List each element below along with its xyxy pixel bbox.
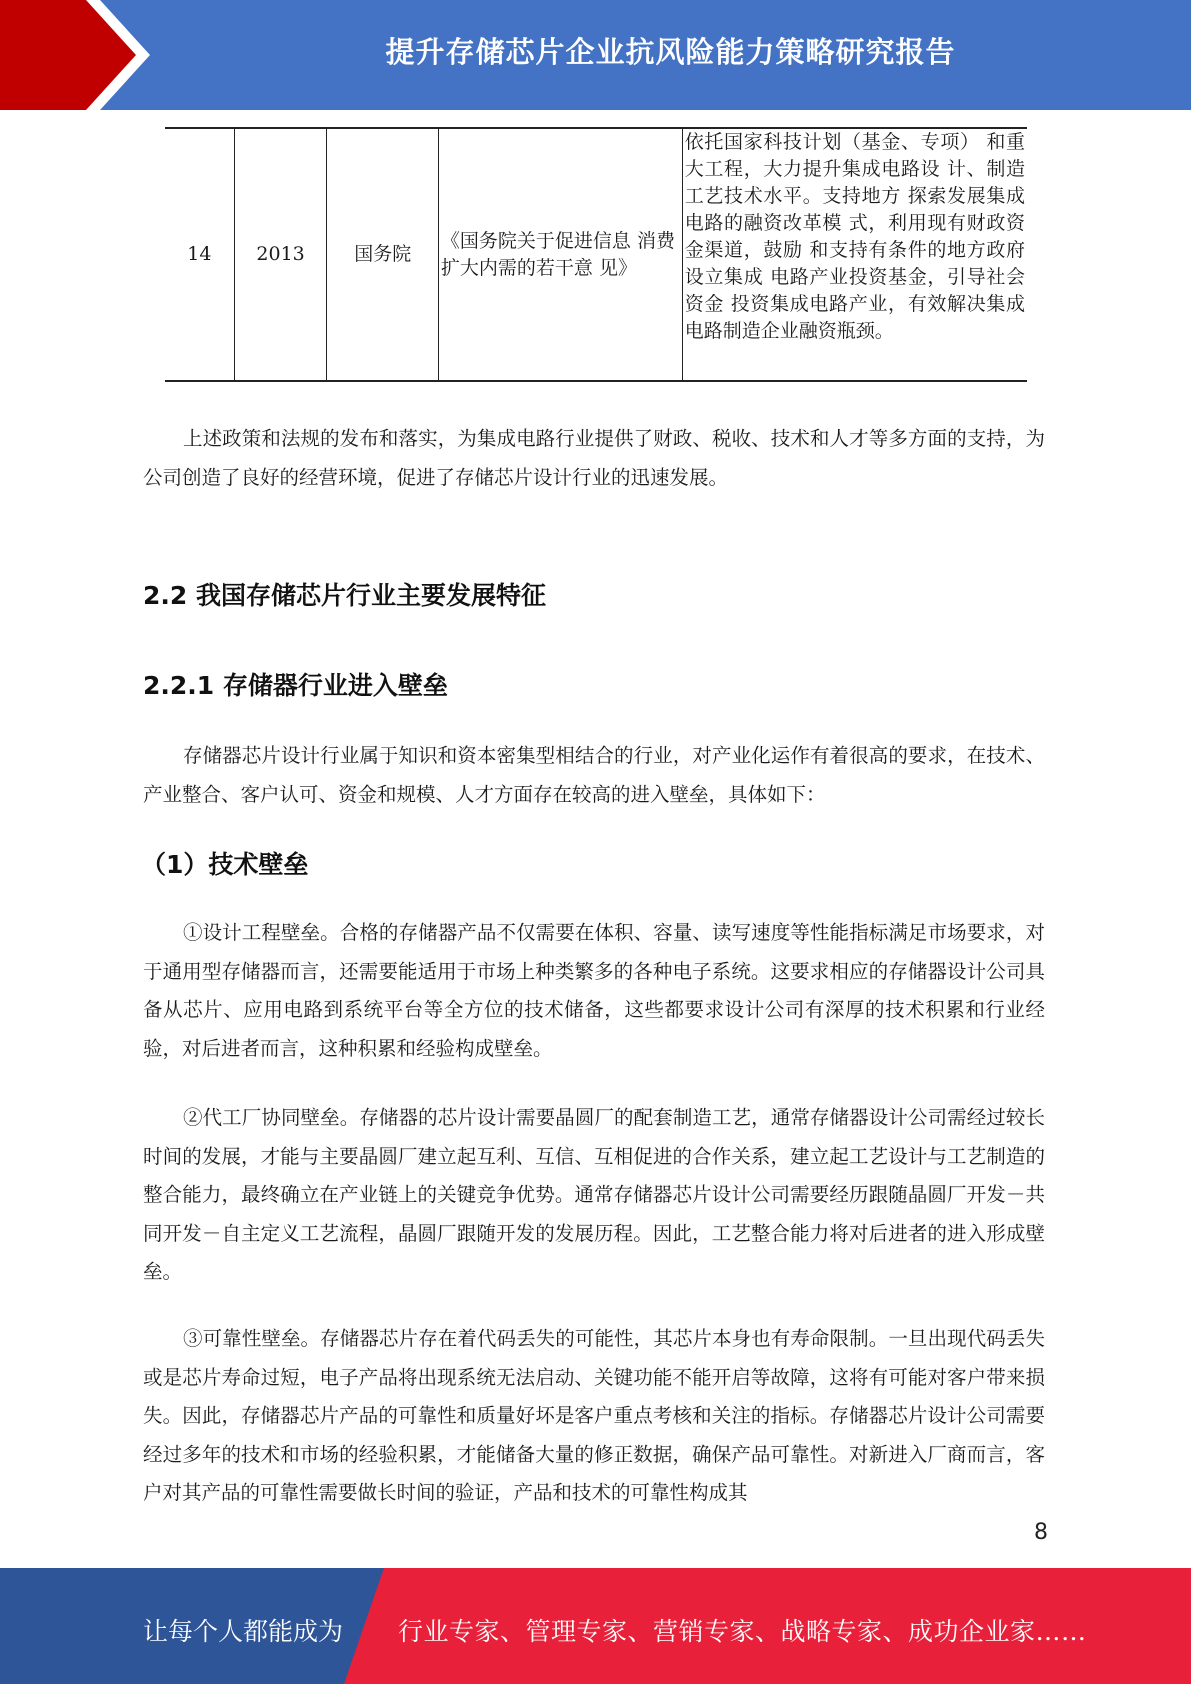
barrier-intro-paragraph: 存储器芯片设计行业属于知识和资本密集型相结合的行业，对产业化运作有着很高的要求，在技术、产业整合、客户认可、资金和规模、人才方面存在较高的进入壁垒，具体如下：	[143, 744, 1045, 806]
row-number: 14	[165, 128, 234, 381]
row-policy-description: 依托国家科技计划（基金、专项） 和重大工程，大力提升集成电路设 计、制造工艺技术水平。支持地方 探索发展集成电路的融资改革模 式，利用现有财政资金渠道，鼓励 和支持有条件的地方政府设立集成 电路产业投资基金，引导社会资金 投资集成电路产业，有效解决集成 电路制造企业融资瓶颈。	[682, 128, 1027, 381]
page-footer	[0, 1568, 1191, 1684]
policy-table	[165, 127, 1027, 382]
row-policy-name: 《国务院关于促进信息 消费扩大内需的若干意 见》	[438, 128, 682, 381]
page-header	[0, 0, 1191, 110]
footer-slogan-left: 让每个人都能成为	[143, 1617, 344, 1646]
page-number: 8	[1034, 1520, 1048, 1545]
intro-paragraph: 上述政策和法规的发布和落实，为集成电路行业提供了财政、税收、技术和人才等多方面的支持，为公司创造了良好的经营环境，促进了存储芯片设计行业的迅速发展。	[143, 427, 1045, 489]
footer-slogan-right: 行业专家、管理专家、营销专家、战略专家、成功企业家……	[398, 1617, 1087, 1646]
header-arrow-decoration	[0, 0, 160, 110]
paragraph-foundry-barrier: ②代工厂协同壁垒。存储器的芯片设计需要晶圆厂的配套制造工艺，通常存储器设计公司需经过较长时间的发展，才能与主要晶圆厂建立起互利、互信、互相促进的合作关系，建立起工艺设计与工艺制造的整合能力，最终确立在产业链上的关键竞争优势。通常存储器芯片设计公司需要经历跟随晶圆厂开发－共同开发－自主定义工艺流程，晶圆厂跟随开发的发展历程。因此，工艺整合能力将对后进者的进入形成壁垒。	[143, 1106, 1045, 1283]
section-heading-2-2: 2.2 我国存储芯片行业主要发展特征	[143, 581, 546, 610]
subheading-tech-barrier: （1）技术壁垒	[141, 850, 309, 879]
table-row	[165, 128, 1027, 381]
section-heading-2-2-1: 2.2.1 存储器行业进入壁垒	[143, 671, 448, 700]
row-year: 2013	[234, 128, 327, 381]
paragraph-reliability-barrier: ③可靠性壁垒。存储器芯片存在着代码丢失的可能性，其芯片本身也有寿命限制。一旦出现代码丢失或是芯片寿命过短，电子产品将出现系统无法启动、关键功能不能开启等故障，这将有可能对客户带来损失。因此，存储器芯片产品的可靠性和质量好坏是客户重点考核和关注的指标。存储器芯片设计公司需要经过多年的技术和市场的经验积累，才能储备大量的修正数据，确保产品可靠性。对新进入厂商而言，客户对其产品的可靠性需要做长时间的验证，产品和技术的可靠性构成其	[143, 1327, 1045, 1504]
report-title: 提升存储芯片企业抗风险能力策略研究报告	[385, 35, 956, 69]
row-issuer: 国务院	[327, 128, 438, 381]
paragraph-design-barrier: ①设计工程壁垒。合格的存储器产品不仅需要在体积、容量、读写速度等性能指标满足市场要求，对于通用型存储器而言，还需要能适用于市场上种类繁多的各种电子系统。这要求相应的存储器设计公司具备从芯片、应用电路到系统平台等全方位的技术储备，这些都要求设计公司有深厚的技术积累和行业经验，对后进者而言，这种积累和经验构成壁垒。	[143, 921, 1045, 1060]
